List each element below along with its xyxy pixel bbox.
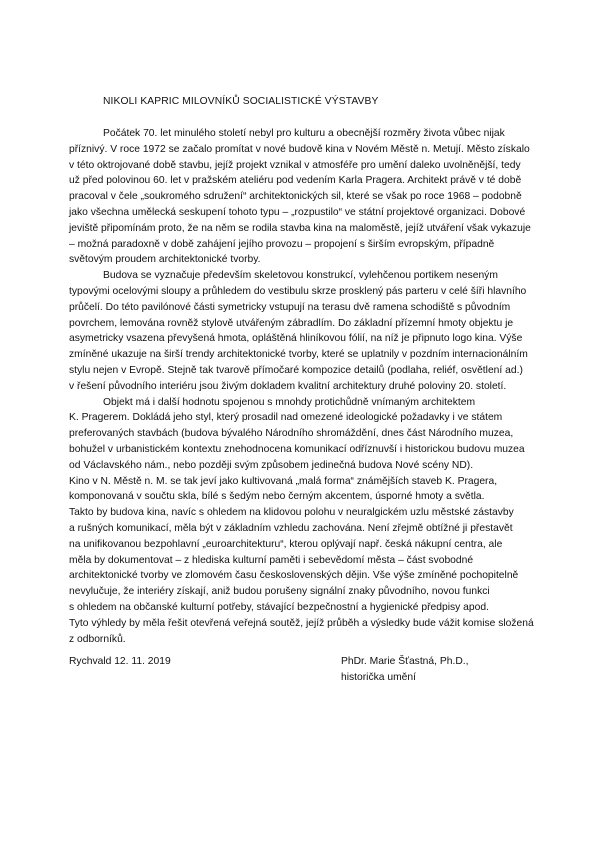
text-line: typovými ocelovými sloupy a průhledem do vestibulu skrze prosklený pás parteru v celé šíři hlavního: [69, 285, 527, 297]
text-line: z odborníků.: [69, 633, 126, 645]
text-line: v řešení původního interiéru jsou živým dokladem kvalitní architektury druhé poloviny 20. století.: [69, 380, 507, 392]
date-place: Rychvald 12. 11. 2019: [69, 656, 171, 667]
text-line: preferovaných stavbách (budova bývalého Národního shromáždění, dnes část Národního muzea,: [69, 428, 514, 440]
signature-role: historička umění: [341, 671, 416, 683]
paragraph: [69, 268, 539, 394]
text-line: příznivý. V roce 1972 se začalo promítat v nové budově kina v Novém Městě n. Metují. Město získalo: [69, 143, 530, 155]
text-line: v této oktrojované době stavbu, jejíž projekt vznikal v atmosféře pro umění daleko uvolněnější, tedy: [69, 159, 521, 171]
text-line: pracoval v čele „soukromého sdružení“ architektonických sil, které se však po roce 1968 – podobně: [69, 191, 522, 203]
text-line: na unifikovanou bezpohlavní „euroarchitekturu“, kterou oplývají např. česká nákupní centra, ale: [69, 538, 503, 550]
text-line: Budova se vyznačuje především skeletovou konstrukcí, vylehčenou portikem neseným: [103, 270, 498, 282]
paragraph: [69, 616, 539, 648]
text-line: stylu nejen v Evropě. Stejně tak tvarově přímočaré kompozice detailů (podlaha, reliéf, osvětlení ad.): [69, 364, 523, 376]
text-line: nevylučuje, že interiéry získají, aniž budou porušeny signální znaky původního, novou funkci: [69, 586, 490, 598]
text-line: už před polovinou 60. let v pražském ateliéru pod vedením Karla Pragera. Architekt právě v té době: [69, 175, 522, 187]
signature-block: [341, 654, 468, 686]
text-line: Počátek 70. let minulého století nebyl pro kulturu a obecnější rozměry života vůbec nijak: [103, 128, 505, 139]
paragraph: [69, 505, 539, 616]
text-line: od Václavského nám., nebo později svým způsobem jedinečná budova Nové scény ND).: [69, 459, 474, 471]
text-line: průčelí. Do této pavilónové části symetricky vstupují na terasu dvě ramena schodiště s původním: [69, 301, 511, 313]
document-body: [69, 126, 539, 647]
text-line: Takto by budova kina, navíc s ohledem na klidovou polohu v neuralgickém uzlu městské zástavby: [69, 507, 514, 519]
document-heading: NIKOLI KAPRIC MILOVNÍKŮ SOCIALISTICKÉ VÝSTAVBY: [103, 96, 379, 107]
text-line: Objekt má i další hodnotu spojenou s mnohdy protichůdně vnímaným architektem: [103, 396, 476, 408]
text-line: komponovaná v součtu skla, bílé s šedým nebo černým akcentem, úsporné hmoty a světla.: [69, 491, 485, 503]
text-line: a rušných komunikací, měla být v základním vzhledu zachována. Není zřejmě obtížné ji přestavět: [69, 522, 513, 534]
text-line: jeviště připomínám proto, že na něm se rodila stavba kina na maloměstě, jejíž utváření však vykazuje: [69, 222, 531, 234]
signature-name: PhDr. Marie Šťastná, Ph.D.,: [341, 656, 469, 667]
text-line: s ohledem na občanské kulturní potřeby, stávající bezpečnostní a hygienické předpisy apod.: [69, 601, 489, 613]
text-line: – možná paradoxně v době zahájení jejího provozu – propojení s širším evropským, případně: [69, 238, 495, 250]
text-line: asymetricky vsazena převyšená hmota, opláštěná hliníkovou fólií, na níž je připnuto logo kina. Výše: [69, 333, 523, 345]
text-line: jako všechna umělecká seskupení tohoto typu – „rozpustilo“ ve státní projektové organizaci. Dobové: [69, 206, 526, 218]
text-line: světovým proudem architektonické tvorby.: [69, 254, 261, 266]
text-line: bohužel v urbanistickém kontextu znehodnocena komunikací odříznuvší i historickou budovu muzea: [69, 443, 525, 455]
text-line: povrchem, lemována rovněž stylově utvářeným zábradlím. Do základní přízemní hmoty objektu je: [69, 317, 514, 329]
paragraph: [69, 395, 539, 474]
paragraph: [69, 474, 539, 506]
text-line: Kino v N. Městě n. M. se tak jeví jako kultivovaná „malá forma“ známějších staveb K. Pragera,: [69, 475, 498, 487]
text-line: K. Pragerem. Dokládá jeho styl, který prosadil nad omezené ideologické požadavky i ve státem: [69, 412, 503, 424]
text-line: architektonické tvorby ve zlomovém času československých dějin. Vše výše zmíněné pochopitelně: [69, 570, 519, 582]
paragraph: [69, 126, 539, 268]
text-line: zmíněné ukazuje na širší trendy architektonické tvorby, které se uplatnily v pozdním internacionálním: [69, 349, 528, 361]
text-line: měla by dokumentovat – z hlediska kulturní paměti i sebevědomí města – část svobodné: [69, 554, 474, 566]
text-line: Tyto výhledy by měla řešit otevřená veřejná soutěž, jejíž průběh a výsledky bude vážit komise složená: [69, 617, 534, 629]
